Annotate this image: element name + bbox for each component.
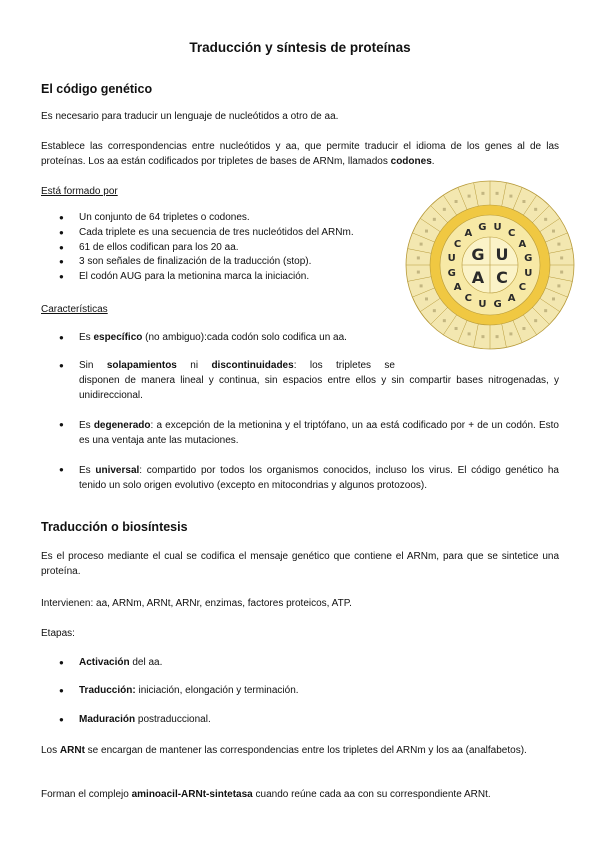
wheel-letter: G: [478, 222, 487, 234]
text-post: (no ambiguo):cada codón solo codifica un aa.: [142, 332, 347, 343]
paragraph-proceso: Es el proceso mediante el cual se codifica el mensaje genético que contiene el ARNm, para que se sintetice una proteína.: [41, 551, 559, 577]
wheel-amino-mark: [433, 309, 436, 312]
wheel-amino-mark: [420, 243, 423, 246]
wheel-amino-mark: [534, 319, 537, 322]
wheel-letter: C: [518, 282, 527, 294]
paragraph-solapamientos-cont: [79, 373, 559, 403]
text-pre: Es: [79, 420, 94, 431]
wheel-amino-mark: [425, 230, 428, 233]
wheel-letter: U: [524, 268, 533, 280]
wheel-amino-mark: [560, 256, 563, 259]
wheel-letter: A: [507, 292, 516, 304]
wheel-amino-mark: [481, 335, 484, 338]
term-maduracion: Maduración: [79, 714, 136, 725]
wheel-letter: G: [493, 298, 502, 310]
text-pre: Sin: [79, 360, 107, 371]
label-formado-por: Está formado por: [41, 186, 118, 197]
wheel-letter: C: [464, 292, 473, 304]
wheel-amino-mark: [509, 332, 512, 335]
text-post: : compartido por todos los organismos conocidos, incluso los virus. El código genético ha tenido un solo origen evolutivo (excepto en mitocondrias y algunos protozoos).: [79, 465, 559, 491]
wheel-letter: A: [518, 238, 527, 250]
genetic-code-wheel-image: [405, 180, 575, 350]
heading-codigo-genetico: El código genético: [41, 82, 153, 96]
wheel-amino-mark: [557, 243, 560, 246]
text-pre: Forman el complejo: [41, 789, 132, 800]
wheel-amino-mark: [433, 218, 436, 221]
wheel-amino-mark: [443, 208, 446, 211]
wheel-amino-mark: [544, 218, 547, 221]
text-post: del aa.: [129, 657, 163, 668]
wheel-amino-mark: [417, 271, 420, 274]
wheel-amino-mark: [481, 192, 484, 195]
text-post-short: : los tripletes se: [293, 360, 395, 371]
term-activacion: Activación: [79, 657, 130, 668]
center-letter: C: [496, 268, 508, 287]
wheel-amino-mark: [443, 319, 446, 322]
wheel-amino-mark: [522, 200, 525, 203]
text-pre: Es: [79, 465, 96, 476]
wheel-letter: C: [453, 238, 462, 250]
wheel-letter: A: [453, 282, 462, 294]
wheel-amino-mark: [455, 327, 458, 330]
text-post: : a excepción de la metionina y el triptófano, un aa está codificado por + de un codón. Esto es una ventaja ante las mutaciones.: [79, 420, 559, 446]
wheel-letter: A: [464, 228, 473, 240]
term-codones: codones: [390, 156, 432, 167]
wheel-amino-mark: [544, 309, 547, 312]
term-degenerado: degenerado: [93, 420, 151, 431]
wheel-amino-mark: [534, 208, 537, 211]
list-item-text: El codón AUG para la metionina marca la iniciación.: [79, 271, 310, 282]
text-post: iniciación, elongación y terminación.: [135, 685, 299, 696]
wheel-amino-mark: [468, 332, 471, 335]
heading-traduccion: Traducción o biosíntesis: [41, 520, 188, 534]
text-post: postraduccional.: [135, 714, 211, 725]
list-item-text: [79, 713, 211, 727]
list-item-text: 61 de ellos codifican para los 20 aa.: [79, 242, 239, 253]
text-continuation: disponen de manera lineal y continua, sin espacios entre ellos y sin compartir bases nitrogenadas, y unidireccional.: [79, 375, 559, 401]
list-item-text: [79, 418, 559, 448]
text-pre: Los: [41, 745, 60, 756]
wheel-amino-mark: [425, 297, 428, 300]
term-especifico: específico: [93, 332, 143, 343]
paragraph-intro: Es necesario para traducir un lenguaje de nucleótidos a otro de aa.: [41, 111, 339, 122]
text-post: cuando reúne cada aa con su correspondiente ARNt.: [252, 789, 491, 800]
text-mid: ni: [176, 360, 212, 371]
wheel-amino-mark: [509, 195, 512, 198]
term-discontinuidades: discontinuidades: [211, 360, 294, 371]
term-aminoacil: aminoacil-ARNt-sintetasa: [131, 789, 253, 800]
wheel-amino-mark: [468, 195, 471, 198]
wheel-amino-mark: [455, 200, 458, 203]
term-traduccion: Traducción:: [79, 685, 136, 696]
wheel-amino-mark: [417, 256, 420, 259]
document-title: Traducción y síntesis de proteínas: [189, 40, 411, 55]
wheel-amino-mark: [496, 192, 499, 195]
list-item-text: 3 son señales de finalización de la traducción (stop).: [79, 256, 312, 267]
term-universal: universal: [95, 465, 140, 476]
wheel-letter: C: [507, 228, 516, 240]
wheel-letter: G: [524, 252, 533, 264]
paragraph-correspondencias: [41, 139, 559, 169]
text-pre: Es: [79, 332, 94, 343]
list-item-text: [79, 359, 557, 373]
text-post: se encargan de mantener las correspondencias entre los tripletes del ARNm y los aa (analfabetos).: [84, 745, 527, 756]
wheel-amino-mark: [552, 230, 555, 233]
paragraph-intervienen: Intervienen: aa, ARNm, ARNt, ARNr, enzimas, factores proteicos, ATP.: [41, 598, 352, 609]
wheel-letter: G: [447, 268, 456, 280]
wheel-letter: U: [478, 298, 487, 310]
paragraph-correspondencias-text: Establece las correspondencias entre nucleótidos y aa, que permite traducir el idioma de los genes al de las proteínas. Los aa están codificados por tripletes de bases de ARNm, llamados: [41, 141, 559, 167]
wheel-amino-mark: [552, 297, 555, 300]
paragraph-period: .: [431, 156, 435, 167]
wheel-amino-mark: [557, 284, 560, 287]
list-item-text: [79, 331, 347, 345]
center-letter: G: [471, 245, 485, 264]
list-item-text: [79, 463, 559, 493]
term-solapamientos: solapamientos: [106, 360, 177, 371]
list-item-text: [79, 684, 299, 698]
paragraph-arnt: [41, 743, 559, 758]
wheel-amino-mark: [496, 335, 499, 338]
list-item-text: Un conjunto de 64 tripletes o codones.: [79, 212, 250, 223]
list-item-text: Cada triplete es una secuencia de tres nucleótidos del ARNm.: [79, 227, 354, 238]
center-letter: U: [495, 245, 509, 264]
wheel-amino-mark: [522, 327, 525, 330]
center-letter: A: [471, 268, 485, 287]
paragraph-complejo: [41, 787, 559, 802]
line-one: [79, 359, 395, 373]
wheel-amino-mark: [560, 271, 563, 274]
term-arnt: ARNt: [59, 745, 85, 756]
label-caracteristicas: Características: [41, 304, 108, 315]
wheel-amino-mark: [420, 284, 423, 287]
wheel-letter: U: [447, 252, 456, 264]
list-item-text: [79, 656, 162, 670]
label-etapas: Etapas:: [41, 628, 75, 639]
wheel-letter: U: [493, 222, 502, 234]
